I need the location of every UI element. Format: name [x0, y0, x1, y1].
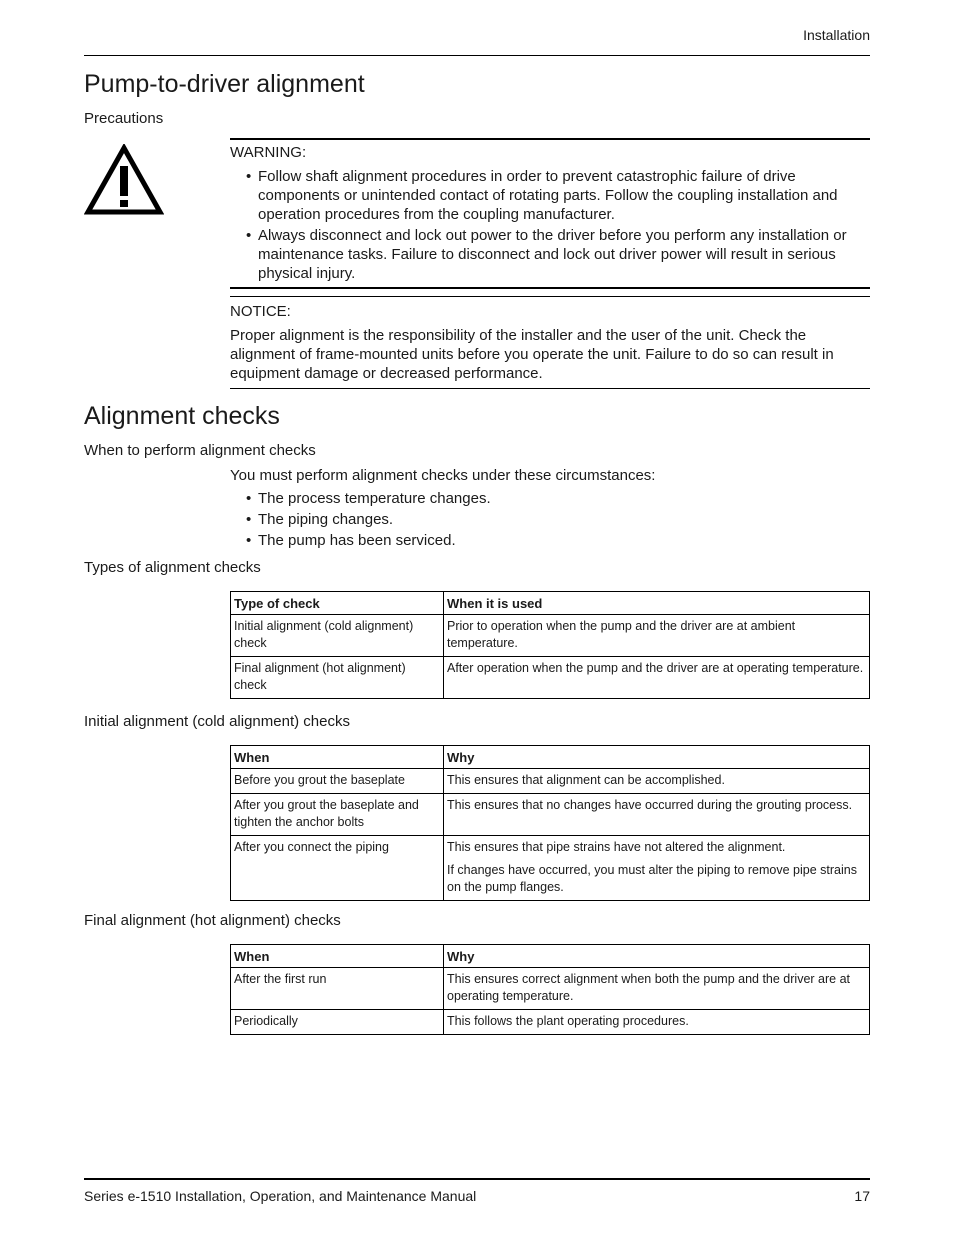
- warning-bottom-rule: [230, 287, 870, 289]
- column-header: When: [231, 746, 444, 769]
- warning-item: • Always disconnect and lock out power to the driver before you perform any installation or maintenance tasks. Failure to disconnect and lock out driver power will result in serious physical injury.: [230, 226, 870, 283]
- subhead-types: Types of alignment checks: [84, 559, 261, 576]
- page-number: 17: [854, 1188, 870, 1204]
- initial-checks-table: [230, 745, 870, 901]
- warning-label: WARNING:: [230, 144, 307, 161]
- notice-bottom-rule: [230, 388, 870, 389]
- table-cell: After the first run: [231, 968, 444, 1010]
- cell-paragraph: This ensures that pipe strains have not altered the alignment.: [447, 840, 786, 854]
- notice-text: Proper alignment is the responsibility of the installer and the user of the unit. Check the alignment of frame-mounted units before you operate the unit. Failure to do so can result in equipment damage or decreased performance.: [230, 327, 834, 382]
- table-cell: This ensures that alignment can be accomplished.: [444, 769, 870, 794]
- column-header: Why: [444, 746, 870, 769]
- table-row: [231, 657, 870, 699]
- table-header-row: [231, 945, 870, 968]
- table-cell: Final alignment (hot alignment) check: [231, 657, 444, 699]
- warning-item: • Follow shaft alignment procedures in order to prevent catastrophic failure of drive components or unintended contact of rotating parts. Follow the coupling installation and operation procedures from the coupling manufacturer.: [230, 167, 870, 224]
- warning-top-rule: [230, 138, 870, 140]
- table-cell: This ensures that no changes have occurred during the grouting process.: [444, 794, 870, 836]
- header-rule: [84, 55, 870, 56]
- column-header: When: [231, 945, 444, 968]
- table-row: [231, 769, 870, 794]
- subhead-precautions: Precautions: [84, 110, 164, 127]
- types-table: [230, 591, 870, 699]
- warning-triangle-icon: [84, 144, 164, 216]
- subhead-initial-checks: Initial alignment (cold alignment) checks: [84, 713, 350, 730]
- table-cell: After operation when the pump and the driver are at operating temperature.: [444, 657, 870, 699]
- table-cell: [444, 836, 870, 901]
- table-cell: This follows the plant operating procedures.: [444, 1010, 870, 1035]
- table-cell: Before you grout the baseplate: [231, 769, 444, 794]
- section-title-alignment-checks: Alignment checks: [84, 402, 280, 430]
- running-head: Installation: [803, 27, 870, 43]
- table-cell: Prior to operation when the pump and the driver are at ambient temperature.: [444, 615, 870, 657]
- circumstance-item: • The process temperature changes.: [230, 489, 870, 508]
- table-cell: Periodically: [231, 1010, 444, 1035]
- notice-label: NOTICE:: [230, 303, 291, 320]
- subhead-when-to-perform: When to perform alignment checks: [84, 442, 316, 459]
- circumstance-item: • The pump has been serviced.: [230, 531, 870, 550]
- table-header-row: [231, 592, 870, 615]
- table-row: [231, 836, 870, 901]
- table-row: [231, 1010, 870, 1035]
- column-header: When it is used: [444, 592, 870, 615]
- footer-rule: [84, 1178, 870, 1180]
- subhead-final-checks: Final alignment (hot alignment) checks: [84, 912, 341, 929]
- cell-paragraph: If changes have occurred, you must alter the piping to remove pipe strains on the pump flanges.: [447, 863, 857, 894]
- table-header-row: [231, 746, 870, 769]
- table-row: [231, 794, 870, 836]
- when-intro: You must perform alignment checks under these circumstances:: [230, 467, 656, 484]
- column-header: Why: [444, 945, 870, 968]
- table-cell: This ensures correct alignment when both the pump and the driver are at operating temperature.: [444, 968, 870, 1010]
- column-header: Type of check: [231, 592, 444, 615]
- table-cell: Initial alignment (cold alignment) check: [231, 615, 444, 657]
- table-cell: After you grout the baseplate and tighten the anchor bolts: [231, 794, 444, 836]
- table-row: [231, 615, 870, 657]
- section-title-pump-to-driver: Pump-to-driver alignment: [84, 70, 365, 98]
- table-row: [231, 968, 870, 1010]
- circumstance-list: [230, 489, 870, 550]
- final-checks-table: [230, 944, 870, 1035]
- table-cell: After you connect the piping: [231, 836, 444, 901]
- footer-manual-title: Series e-1510 Installation, Operation, and Maintenance Manual: [84, 1188, 477, 1204]
- warning-list: [230, 167, 870, 283]
- circumstance-item: • The piping changes.: [230, 510, 870, 529]
- notice-top-rule: [230, 296, 870, 297]
